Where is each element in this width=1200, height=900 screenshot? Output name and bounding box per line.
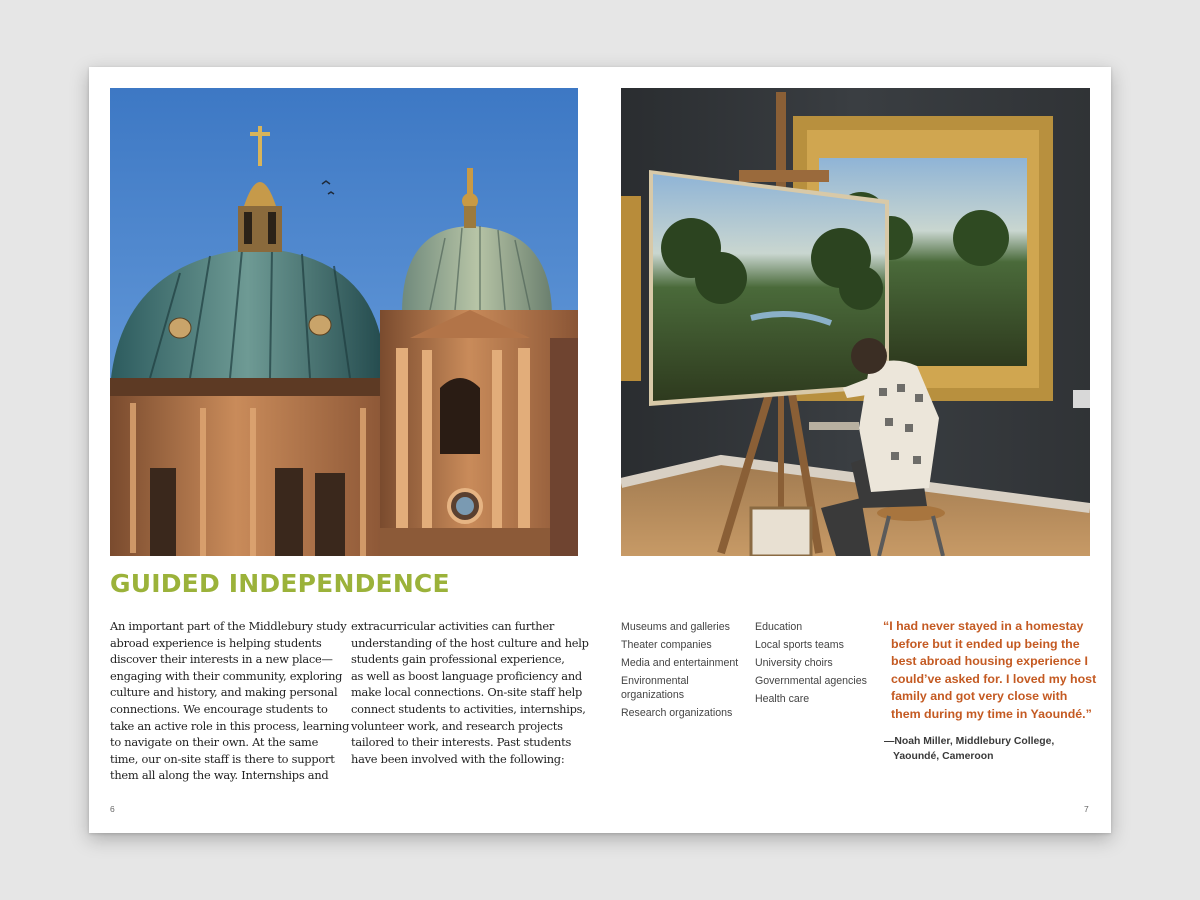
quote-line: before but it ended up being the — [891, 636, 1080, 651]
gallery-artist-photo — [621, 88, 1090, 556]
body-text-column-1 — [110, 618, 350, 784]
body-line: as well as boost language proficiency and — [351, 668, 582, 683]
quote-line: could’ve asked for. I loved my host — [891, 671, 1097, 686]
body-line: volunteer work, and research projects — [351, 718, 563, 733]
body-line: discover their interests in a new place— — [110, 652, 333, 667]
body-line: culture and history, and making personal — [110, 685, 338, 700]
section-heading: GUIDED INDEPENDENCE — [110, 569, 450, 598]
list-item: Environmental organizations — [621, 675, 689, 701]
attribution-line: —Noah Miller, Middlebury College, — [884, 736, 1055, 747]
body-line: connections. We encourage students to — [110, 701, 328, 716]
list-item: Media and entertainment — [621, 657, 739, 669]
attribution-line: Yaoundé, Cameroon — [893, 750, 994, 762]
list-item: Research organizations — [621, 707, 733, 719]
quote-line: best abroad housing experience I — [891, 654, 1088, 669]
body-line: time, our on-site staff is there to support — [110, 751, 335, 766]
list-item: Education — [755, 621, 803, 633]
body-line: take an active role in this process, learning — [110, 718, 350, 733]
list-item: Museums and galleries — [621, 621, 730, 633]
body-line: them all along the way. Internships and — [110, 768, 329, 783]
body-line: to navigate on their own. At the same — [110, 735, 319, 750]
brochure-spread — [89, 67, 1111, 833]
body-line: tailored to their interests. Past students — [351, 735, 572, 750]
body-line: An important part of the Middlebury study — [110, 619, 347, 633]
page-number-right: 7 — [1084, 804, 1089, 814]
activity-list-1 — [621, 620, 747, 724]
body-line: extracurricular activities can further — [351, 619, 555, 633]
quote-line: “I had never stayed in a homestay — [883, 619, 1084, 633]
body-line: connect students to activities, internships, — [351, 701, 586, 716]
cathedral-photo — [110, 88, 578, 556]
body-line: students gain professional experience, — [351, 652, 565, 667]
quote-line: them during my time in Yaoundé.” — [891, 706, 1092, 721]
quote-attribution — [884, 735, 1094, 764]
quote-line: family and got very close with — [891, 689, 1068, 704]
list-item: Theater companies — [621, 639, 712, 651]
body-line: understanding of the host culture and help — [351, 635, 589, 650]
list-item: Health care — [755, 693, 810, 705]
body-line: make local connections. On-site staff help — [351, 685, 583, 700]
activity-list-2 — [755, 620, 879, 710]
testimonial-quote — [883, 618, 1095, 724]
list-item: University choirs — [755, 657, 833, 669]
body-line: abroad experience is helping students — [110, 635, 322, 650]
body-line: have been involved with the following: — [351, 751, 565, 766]
body-text-column-2 — [351, 618, 589, 767]
body-line: engaging with their community, exploring — [110, 668, 343, 683]
page-number-left: 6 — [110, 804, 115, 814]
list-item: Local sports teams — [755, 639, 844, 651]
list-item: Governmental agencies — [755, 675, 867, 687]
